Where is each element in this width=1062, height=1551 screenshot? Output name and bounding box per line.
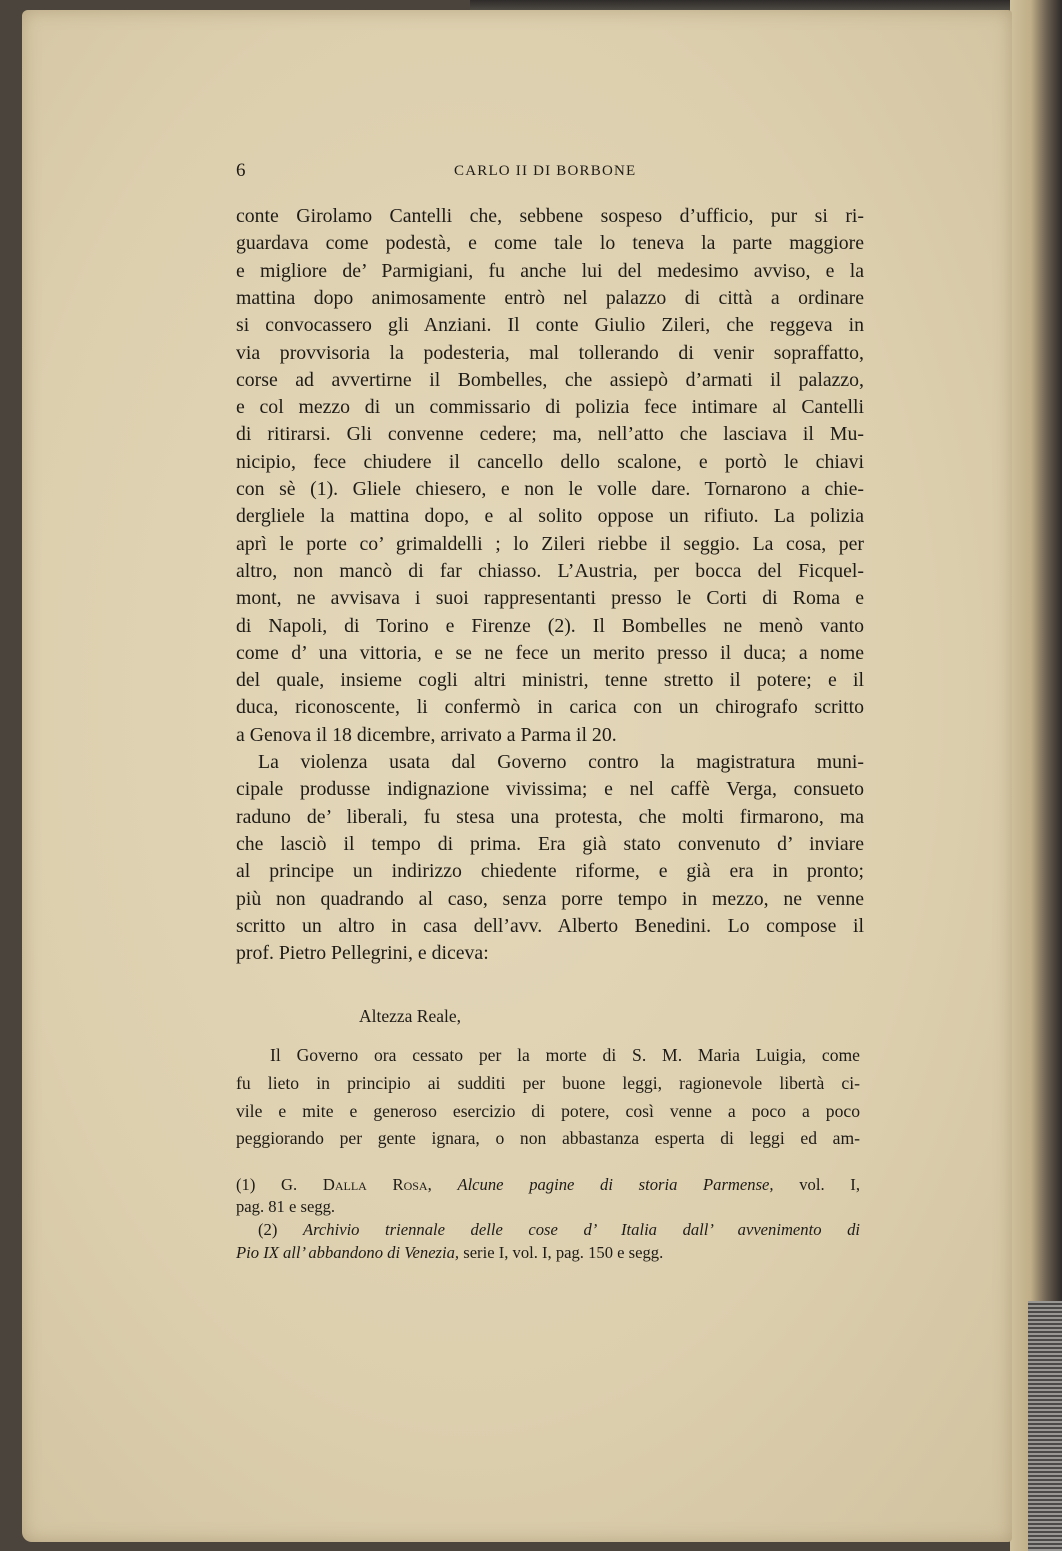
text-line: e migliore de’ Parmigiani, fu anche lui del medesimo avviso, e la — [236, 259, 864, 282]
text-line: di Napoli, di Torino e Firenze (2). Il Bombelles ne menò vanto — [236, 614, 864, 637]
text-line: come d’ una vittoria, e se ne fece un merito presso il duca; a nome — [236, 641, 864, 664]
footnote-2-title-continued: Pio IX all’ abbandono di Venezia, — [236, 1243, 460, 1262]
text-line: raduno de’ liberali, fu stesa una protesta, che molti firmarono, ma — [236, 805, 864, 828]
text-line: corse ad avvertirne il Bombelles, che assiepò d’armati il palazzo, — [236, 368, 864, 391]
text-line: di ritirarsi. Gli convenne cedere; ma, nell’atto che lasciava il Mu- — [236, 423, 864, 446]
text-line: prof. Pietro Pellegrini, e diceva: — [236, 942, 489, 965]
text-line: mattina dopo animosamente entrò nel palazzo di città a ordinare — [236, 286, 864, 309]
text-line: duca, riconoscente, li confermò in carica con un chirografo scritto — [236, 696, 864, 719]
footnote-2-mark: (2) — [258, 1220, 278, 1239]
footnote-1-volume: vol. I, — [799, 1175, 860, 1194]
text-line: e col mezzo di un commissario di polizia fece intimare al Cantelli — [236, 396, 864, 419]
text-line: con sè (1). Gliele chiesero, e non le volle dare. Tornarono a chie- — [236, 478, 864, 500]
footnote-1-mark: (1) G. — [236, 1175, 298, 1194]
footnote-2-line-2 — [236, 1242, 860, 1264]
running-title: CARLO II DI BORBONE — [454, 163, 637, 179]
running-head — [236, 160, 864, 184]
text-line: aprì le porte co’ grimaldelli ; lo Zileri riebbe il seggio. La cosa, per — [236, 532, 864, 555]
text-line: che lasciò il tempo di prima. Era già stato convenuto d’ inviare — [236, 832, 864, 855]
text-line: al principe un indirizzo chiedente riforme, e già era in pronto; — [236, 860, 864, 883]
footnote-1-line-2: pag. 81 e segg. — [236, 1197, 336, 1216]
address-line: Il Governo ora cessato per la morte di S. M. Maria Luigia, come — [270, 1045, 860, 1065]
text-line: scritto un altro in casa dell’avv. Alberto Benedini. Lo compose il — [236, 914, 864, 937]
text-line: altro, non mancò di far chiasso. L’Austria, per bocca del Ficquel- — [236, 559, 864, 582]
text-line: più non quadrando al caso, senza porre tempo in mezzo, ne venne — [236, 887, 864, 910]
text-line: del quale, insieme cogli altri ministri, tenne stretto il potere; e il — [236, 669, 864, 692]
footnote-1-author: Dalla Rosa, — [322, 1175, 432, 1194]
footnote-2-title: Archivio triennale delle cose d’ Italia dall’ avvenimento di — [302, 1220, 860, 1239]
address-salutation: Altezza Reale, — [359, 1006, 462, 1026]
address-line: vile e mite e generoso esercizio di potere, così venne a poco a poco — [236, 1101, 860, 1121]
footnote-2-volume: serie I, vol. I, pag. 150 e segg. — [463, 1243, 664, 1262]
text-line: guardava come podestà, e come tale lo teneva la parte maggiore — [236, 232, 864, 255]
text-line: cipale produsse indignazione vivissima; e nel caffè Verga, consueto — [236, 778, 864, 801]
book-spine-edge — [1010, 0, 1062, 1551]
text-line: si convocassero gli Anziani. Il conte Giulio Zileri, che reggeva in — [236, 314, 864, 337]
footnote-1 — [236, 1174, 860, 1196]
binding-cloth — [1028, 1301, 1062, 1551]
footnote-1-title: Alcune pagine di storia Parmense, — [457, 1175, 774, 1194]
text-line: mont, ne avvisava i suoi rappresentanti presso le Corti di Roma e — [236, 587, 864, 610]
text-line: conte Girolamo Cantelli che, sebbene sospeso d’ufficio, pur si ri- — [236, 205, 864, 227]
address-line: fu lieto in principio ai sudditi per buone leggi, ragionevole libertà ci- — [236, 1073, 860, 1093]
address-line: peggiorando per gente ignara, o non abbastanza esperta di leggi ed am- — [236, 1128, 860, 1148]
footnote-2 — [258, 1219, 860, 1241]
text-line: a Genova il 18 dicembre, arrivato a Parma il 20. — [236, 723, 617, 746]
text-line: dergliele la mattina dopo, e al solito oppose un rifiuto. La polizia — [236, 505, 864, 528]
text-line: La violenza usata dal Governo contro la magistratura muni- — [258, 751, 864, 773]
page-number: 6 — [236, 160, 246, 181]
text-line: nicipio, fece chiudere il cancello dello scalone, e portò le chiavi — [236, 450, 864, 473]
text-line: via provvisoria la podesteria, mal tollerando di venir sopraffatto, — [236, 341, 864, 364]
